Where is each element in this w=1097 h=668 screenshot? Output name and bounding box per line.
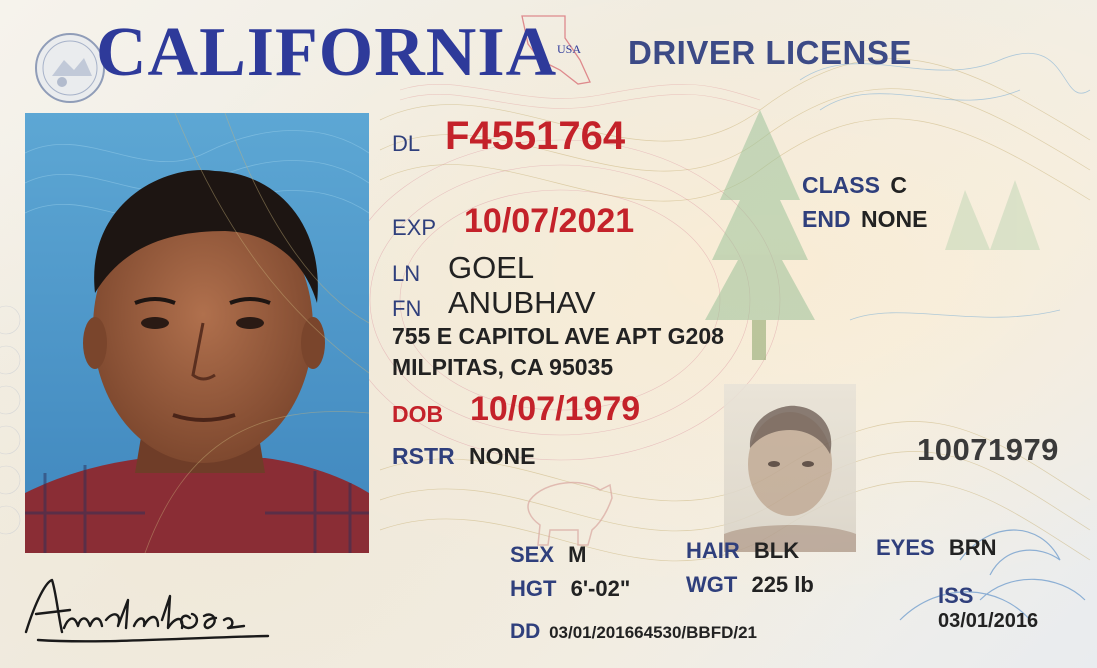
rstr-value: NONE [469, 443, 536, 469]
dob: 10/07/1979 [470, 390, 641, 428]
state-seal-icon [36, 34, 104, 102]
country-label: USA [557, 42, 582, 56]
wgt-label: WGT [686, 572, 738, 597]
hgt-label: HGT [510, 576, 557, 601]
exp-label: EXP [392, 215, 437, 240]
dl-number: F4551764 [445, 114, 626, 158]
sex-label: SEX [510, 542, 555, 567]
ghost-photo [724, 384, 856, 552]
end-value: NONE [860, 206, 928, 232]
eyes-value: BRN [948, 535, 997, 560]
exp-date: 10/07/2021 [464, 202, 635, 240]
dob-code: 10071979 [917, 432, 1059, 467]
dd-label: DD [510, 620, 541, 643]
address-line2: MILPITAS, CA 95035 [392, 354, 614, 380]
dd-value: 03/01/201664530/BBFD/21 [549, 623, 758, 642]
ln-label: LN [392, 261, 421, 286]
hair-label: HAIR [686, 538, 740, 563]
address-line1: 755 E CAPITOL AVE APT G208 [392, 323, 724, 349]
bear-icon [528, 483, 612, 545]
main-photo [25, 113, 369, 553]
hgt-value: 6'-02" [570, 576, 631, 601]
dob-label: DOB [392, 401, 444, 427]
document-type: DRIVER LICENSE [628, 34, 912, 71]
hair-row [686, 538, 799, 564]
end-row [802, 206, 927, 233]
class-label: CLASS [802, 172, 880, 198]
sex-value: M [568, 542, 587, 567]
issue-date: 03/01/2016 [938, 610, 1039, 632]
rstr-label: RSTR [392, 443, 455, 469]
first-name: ANUBHAV [448, 285, 596, 320]
hgt-row [510, 576, 630, 602]
rstr-row [392, 443, 535, 470]
class-row [802, 172, 907, 199]
end-label: END [802, 206, 851, 232]
fn-label: FN [392, 296, 422, 321]
sex-row [510, 542, 586, 568]
signature [18, 570, 288, 650]
eyes-label: EYES [876, 535, 935, 560]
wgt-row [686, 572, 814, 598]
eyes-row [876, 535, 997, 561]
wgt-value: 225 lb [751, 572, 814, 597]
hair-value: BLK [753, 538, 800, 563]
last-name: GOEL [448, 250, 535, 285]
dl-label: DL [392, 131, 421, 156]
class-value: C [890, 172, 907, 198]
iss-label: ISS [938, 583, 974, 608]
dd-row [510, 620, 757, 644]
state-title: CALIFORNIA [96, 14, 558, 91]
